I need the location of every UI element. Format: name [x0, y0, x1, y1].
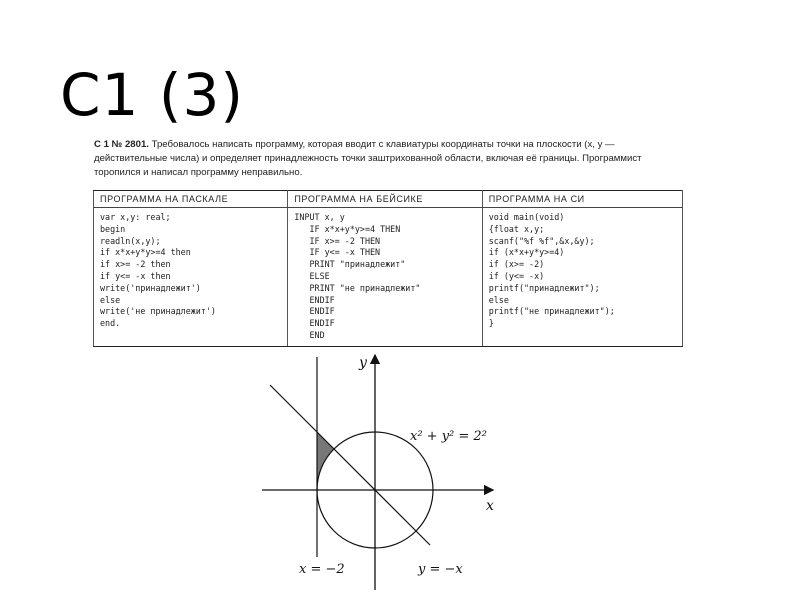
problem-statement: [94, 138, 684, 180]
code-line: ENDIF: [294, 294, 335, 305]
code-line: if x*x+y*y>=4 then: [100, 247, 191, 258]
problem-number: С 1 № 2801.: [94, 139, 149, 150]
code-line: void main(void): [488, 212, 565, 222]
code-line: var x,y: real;: [100, 212, 171, 222]
code-line: if x>= -2 then: [100, 259, 171, 270]
code-line: }: [488, 318, 494, 329]
code-line: scanf("%f %f",&x,&y);: [488, 235, 595, 246]
code-line: else: [100, 294, 121, 305]
y-axis-label: y: [359, 355, 367, 371]
code-line: PRINT "принадлежит": [294, 259, 406, 270]
header-c: ПРОГРАММА НА СИ: [482, 191, 682, 208]
code-line: PRINT "не принадлежит": [294, 282, 421, 293]
circle-equation-label: x² + y² = 2²: [410, 429, 487, 444]
vline-equation-label: x = −2: [299, 562, 345, 577]
dline-equation-label: y = −x: [418, 562, 463, 577]
code-line: END: [294, 329, 325, 340]
code-line: end.: [100, 318, 121, 329]
code-line: IF x*x+y*y>=4 THEN: [294, 223, 401, 234]
code-line: {float x,y;: [488, 223, 545, 234]
code-line: ENDIF: [294, 318, 335, 329]
region-graph: [250, 345, 510, 595]
programs-table: [93, 190, 683, 347]
c-code: [482, 208, 682, 347]
header-pascal: ПРОГРАММА НА ПАСКАЛЕ: [94, 191, 288, 208]
code-line: readln(x,y);: [100, 235, 161, 246]
basic-code: [288, 208, 482, 347]
header-basic: ПРОГРАММА НА БЕЙСИКЕ: [288, 191, 482, 208]
code-line: IF x>= -2 THEN: [294, 235, 381, 246]
code-line: if (x*x+y*y>=4): [488, 247, 565, 258]
pascal-code: [94, 208, 288, 347]
code-line: if (x>= -2): [488, 259, 545, 270]
code-line: if y<= -x then: [100, 270, 171, 281]
x-axis-label: x: [486, 498, 494, 514]
slide-title: С1 (3): [60, 61, 244, 129]
code-line: IF y<= -x THEN: [294, 247, 381, 258]
line-y-eq-minus-x: [270, 385, 430, 545]
code-line: write('не принадлежит'): [100, 306, 216, 317]
code-line: printf("принадлежит");: [488, 282, 600, 293]
code-line: if (y<= -x): [488, 270, 545, 281]
code-line: printf("не принадлежит");: [488, 306, 615, 317]
code-line: else: [488, 294, 509, 305]
code-line: begin: [100, 223, 126, 234]
code-line: INPUT x, y: [294, 212, 345, 222]
code-line: write('принадлежит'): [100, 282, 201, 293]
problem-text: Требовалось написать программу, которая вводит с клавиатуры координаты точки на плоскости (x, y — действительные числа) и определяет принадлежность точки заштрихованной области, включая её границы. Программист торопился и написал программу неправильно.: [94, 139, 642, 178]
code-line: ELSE: [294, 270, 330, 281]
code-line: ENDIF: [294, 306, 335, 317]
